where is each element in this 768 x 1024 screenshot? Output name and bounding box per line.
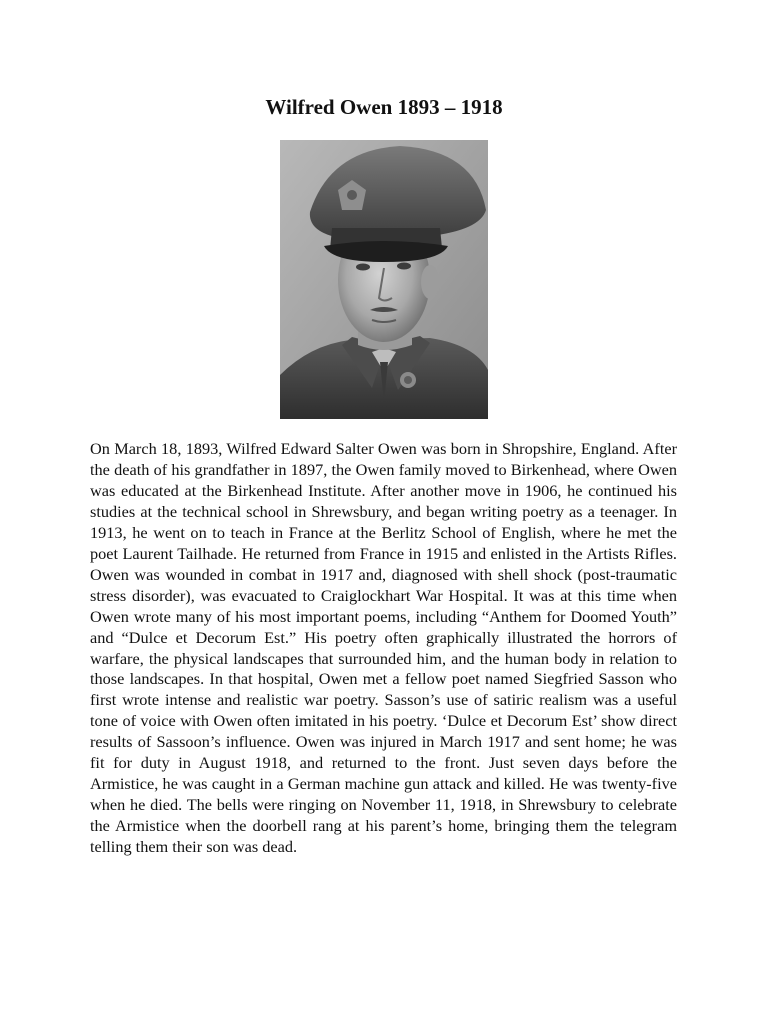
portrait-illustration bbox=[280, 140, 488, 419]
biography-paragraph: On March 18, 1893, Wilfred Edward Salter Owen was born in Shropshire, England. After the death of his grandfather in 1897, the Owen family moved to Birkenhead, where Owen was educated at the Birkenhead Institute. After another move in 1906, he continued his studies at the technical school in Shrewsbury, and began writing poetry as a teenager. In 1913, he went on to teach in France at the Berlitz School of English, where he met the poet Laurent Tailhade. He returned from France in 1915 and enlisted in the Artists Rifles. Owen was wounded in combat in 1917 and, diagnosed with shell shock (post-traumatic stress disorder), was evacuated to Craiglockhart War Hospital. It was at this time when Owen wrote many of his most important poems, including “Anthem for Doomed Youth” and “Dulce et Decorum Est.” His poetry often graphically illustrated the horrors of warfare, the physical landscapes that surrounded him, and the human body in relation to those landscapes. In that hospital, Owen met a fellow poet named Siegfried Sasson who first wrote intense and realistic war poetry. Sasson’s use of satiric realism was a useful tone of voice with Owen often imitated in his poetry. ‘Dulce et Decorum Est’ show direct results of Sassoon’s influence. Owen was injured in March 1917 and sent home; he was fit for duty in August 1918, and returned to the front. Just seven days before the Armistice, he was caught in a German machine gun attack and killed. He was twenty-five when he died. The bells were ringing on November 11, 1918, in Shrewsbury to celebrate the Armistice when the doorbell rang at his parent’s home, bringing them the telegram telling them their son was dead. bbox=[90, 439, 677, 857]
portrait-photo bbox=[280, 140, 488, 419]
page-title: Wilfred Owen 1893 – 1918 bbox=[265, 95, 503, 119]
